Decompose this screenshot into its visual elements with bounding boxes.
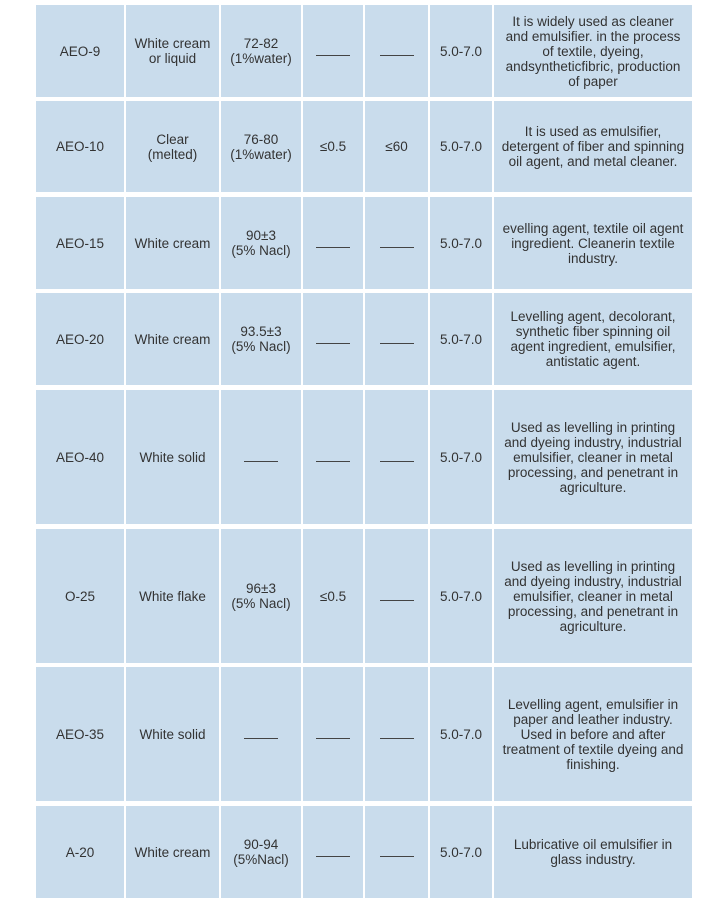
product-name: A-20 — [36, 806, 124, 898]
ph-value: 5.0-7.0 — [430, 529, 492, 663]
ph-value: 5.0-7.0 — [430, 667, 492, 801]
empty-dash — [380, 600, 414, 601]
value-cell: ≤0.5 — [303, 101, 363, 192]
appearance: White cream — [126, 197, 219, 289]
table-row — [36, 293, 692, 385]
appearance: White solid — [126, 390, 219, 524]
appearance: White cream — [126, 293, 219, 385]
empty-dash — [380, 856, 414, 857]
table-row — [36, 101, 692, 192]
empty-dash — [244, 461, 278, 462]
application: Used as levelling in printing and dyeing industry, industrial emulsifier, cleaner in metal processing, and penetrant in agriculture. — [494, 529, 692, 663]
product-name: AEO-9 — [36, 5, 124, 97]
value-cell — [303, 806, 363, 898]
application: Levelling agent, emulsifier in paper and leather industry. Used in before and after treatment of textile dyeing and finishing. — [494, 667, 692, 801]
cloud-point: 93.5±3 (5% Nacl) — [221, 293, 301, 385]
product-name: AEO-40 — [36, 390, 124, 524]
appearance: White cream — [126, 806, 219, 898]
empty-dash — [380, 461, 414, 462]
empty-dash — [380, 55, 414, 56]
cloud-point: 76-80 (1%water) — [221, 101, 301, 192]
ph-value: 5.0-7.0 — [430, 293, 492, 385]
ph-value: 5.0-7.0 — [430, 197, 492, 289]
table-row — [36, 197, 692, 289]
value-cell — [365, 293, 428, 385]
appearance: White cream or liquid — [126, 5, 219, 97]
cloud-point: 96±3 (5% Nacl) — [221, 529, 301, 663]
cloud-point: 72-82 (1%water) — [221, 5, 301, 97]
appearance: Clear (melted) — [126, 101, 219, 192]
value-cell — [303, 390, 363, 524]
empty-dash — [316, 461, 350, 462]
table-row — [36, 390, 692, 524]
application: evelling agent, textile oil agent ingredient. Cleanerin textile industry. — [494, 197, 692, 289]
value-cell — [303, 293, 363, 385]
table-row — [36, 806, 692, 898]
ph-value: 5.0-7.0 — [430, 101, 492, 192]
empty-dash — [380, 247, 414, 248]
application: It is widely used as cleaner and emulsifier. in the process of textile, dyeing, andsyntheticfibric, production of paper — [494, 5, 692, 97]
product-name: AEO-15 — [36, 197, 124, 289]
value-cell — [303, 667, 363, 801]
value-cell — [365, 529, 428, 663]
ph-value: 5.0-7.0 — [430, 390, 492, 524]
application: It is used as emulsifier, detergent of fiber and spinning oil agent, and metal cleaner. — [494, 101, 692, 192]
empty-dash — [380, 343, 414, 344]
value-cell — [365, 390, 428, 524]
value-cell: ≤0.5 — [303, 529, 363, 663]
value-cell — [365, 667, 428, 801]
product-name: O-25 — [36, 529, 124, 663]
empty-dash — [316, 856, 350, 857]
empty-dash — [316, 343, 350, 344]
empty-dash — [316, 55, 350, 56]
empty-dash — [380, 738, 414, 739]
value-cell — [365, 806, 428, 898]
value-cell — [303, 5, 363, 97]
ph-value: 5.0-7.0 — [430, 5, 492, 97]
product-name: AEO-35 — [36, 667, 124, 801]
value-cell — [365, 5, 428, 97]
application: Levelling agent, decolorant, synthetic fiber spinning oil agent ingredient, emulsifier, antistatic agent. — [494, 293, 692, 385]
table-row — [36, 667, 692, 801]
cloud-point: 90±3 (5% Nacl) — [221, 197, 301, 289]
empty-dash — [316, 738, 350, 739]
value-cell — [365, 197, 428, 289]
product-name: AEO-10 — [36, 101, 124, 192]
value-cell: ≤60 — [365, 101, 428, 192]
table-row — [36, 5, 692, 97]
cloud-point — [221, 390, 301, 524]
product-name: AEO-20 — [36, 293, 124, 385]
application: Used as levelling in printing and dyeing industry, industrial emulsifier, cleaner in metal processing, and penetrant in agriculture. — [494, 390, 692, 524]
application: Lubricative oil emulsifier in glass industry. — [494, 806, 692, 898]
empty-dash — [316, 247, 350, 248]
cloud-point: 90-94 (5%Nacl) — [221, 806, 301, 898]
cloud-point — [221, 667, 301, 801]
table-row — [36, 529, 692, 663]
appearance: White solid — [126, 667, 219, 801]
appearance: White flake — [126, 529, 219, 663]
value-cell — [303, 197, 363, 289]
ph-value: 5.0-7.0 — [430, 806, 492, 898]
empty-dash — [244, 738, 278, 739]
